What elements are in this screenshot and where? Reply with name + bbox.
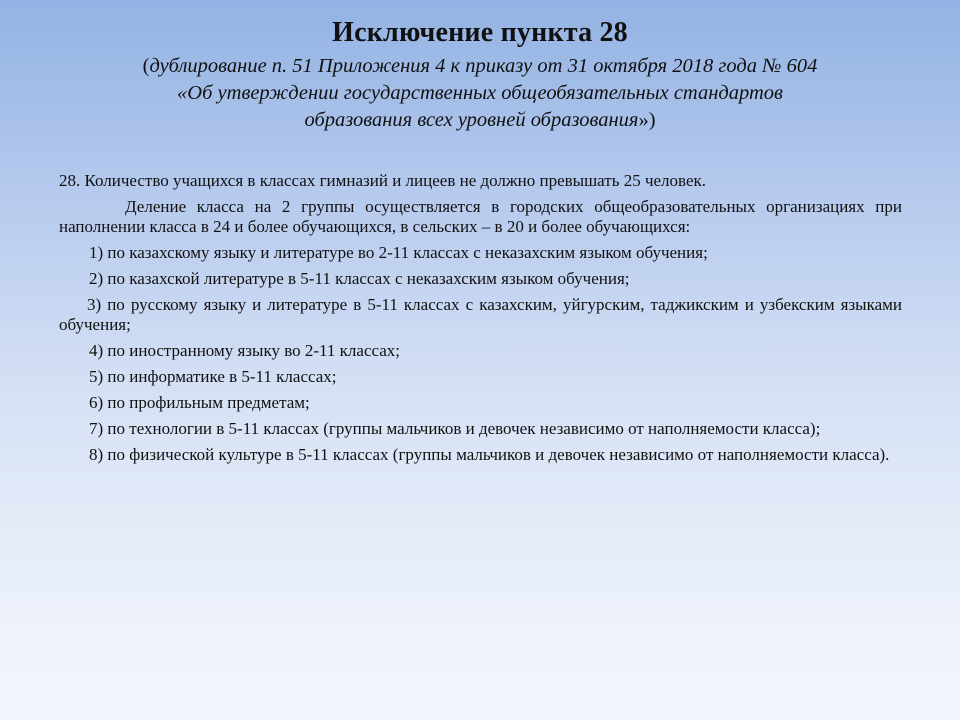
- slide-subtitle: [60, 53, 900, 134]
- subtitle-line-1: [60, 53, 900, 80]
- slide-body: [59, 171, 902, 471]
- subtitle-line-2-text: «Об утверждении государственных общеобязательных стандартов: [177, 82, 783, 104]
- subtitle-close: »): [638, 109, 656, 131]
- list-item-1: 1) по казахскому языку и литературе во 2-11 классах с неказахским языком обучения;: [89, 243, 708, 262]
- slide-title: Исключение пункта 28: [332, 17, 628, 48]
- list-item-6: 6) по профильным предметам;: [89, 393, 310, 412]
- list-item-5: 5) по информатике в 5-11 классах;: [89, 367, 337, 386]
- paragraph-28: 28. Количество учащихся в классах гимназий и лицеев не должно превышать 25 человек.: [59, 171, 707, 190]
- subtitle-line-3-text: образования всех уровней образования: [304, 109, 639, 131]
- list-item-4: 4) по иностранному языку во 2-11 классах;: [89, 341, 401, 360]
- subtitle-line-2: [60, 80, 900, 107]
- subtitle-line-1-text: дублирование п. 51 Приложения 4 к приказу от 31 октября 2018 года № 604: [149, 55, 818, 77]
- list-item-7: 7) по технологии в 5-11 классах (группы мальчиков и девочек независимо от наполняемости класса);: [89, 419, 821, 438]
- subtitle-open-paren: (: [142, 55, 150, 77]
- list-item-3: 3) по русскому языку и литературе в 5-11 классах с казахским, уйгурским, таджикским и узбекским языками обучения;: [59, 295, 902, 334]
- paragraph-division: Деление класса на 2 группы осуществляется в городских общеобразовательных организациях при наполнении класса в 24 и более обучающихся, в сельских – в 20 и более обучающихся:: [59, 197, 902, 236]
- list-item-8: 8) по физической культуре в 5-11 классах (группы мальчиков и девочек независимо от наполняемости класса).: [89, 445, 890, 464]
- subtitle-line-3: [60, 107, 900, 134]
- list-item-2: 2) по казахской литературе в 5-11 классах с неказахским языком обучения;: [89, 269, 630, 288]
